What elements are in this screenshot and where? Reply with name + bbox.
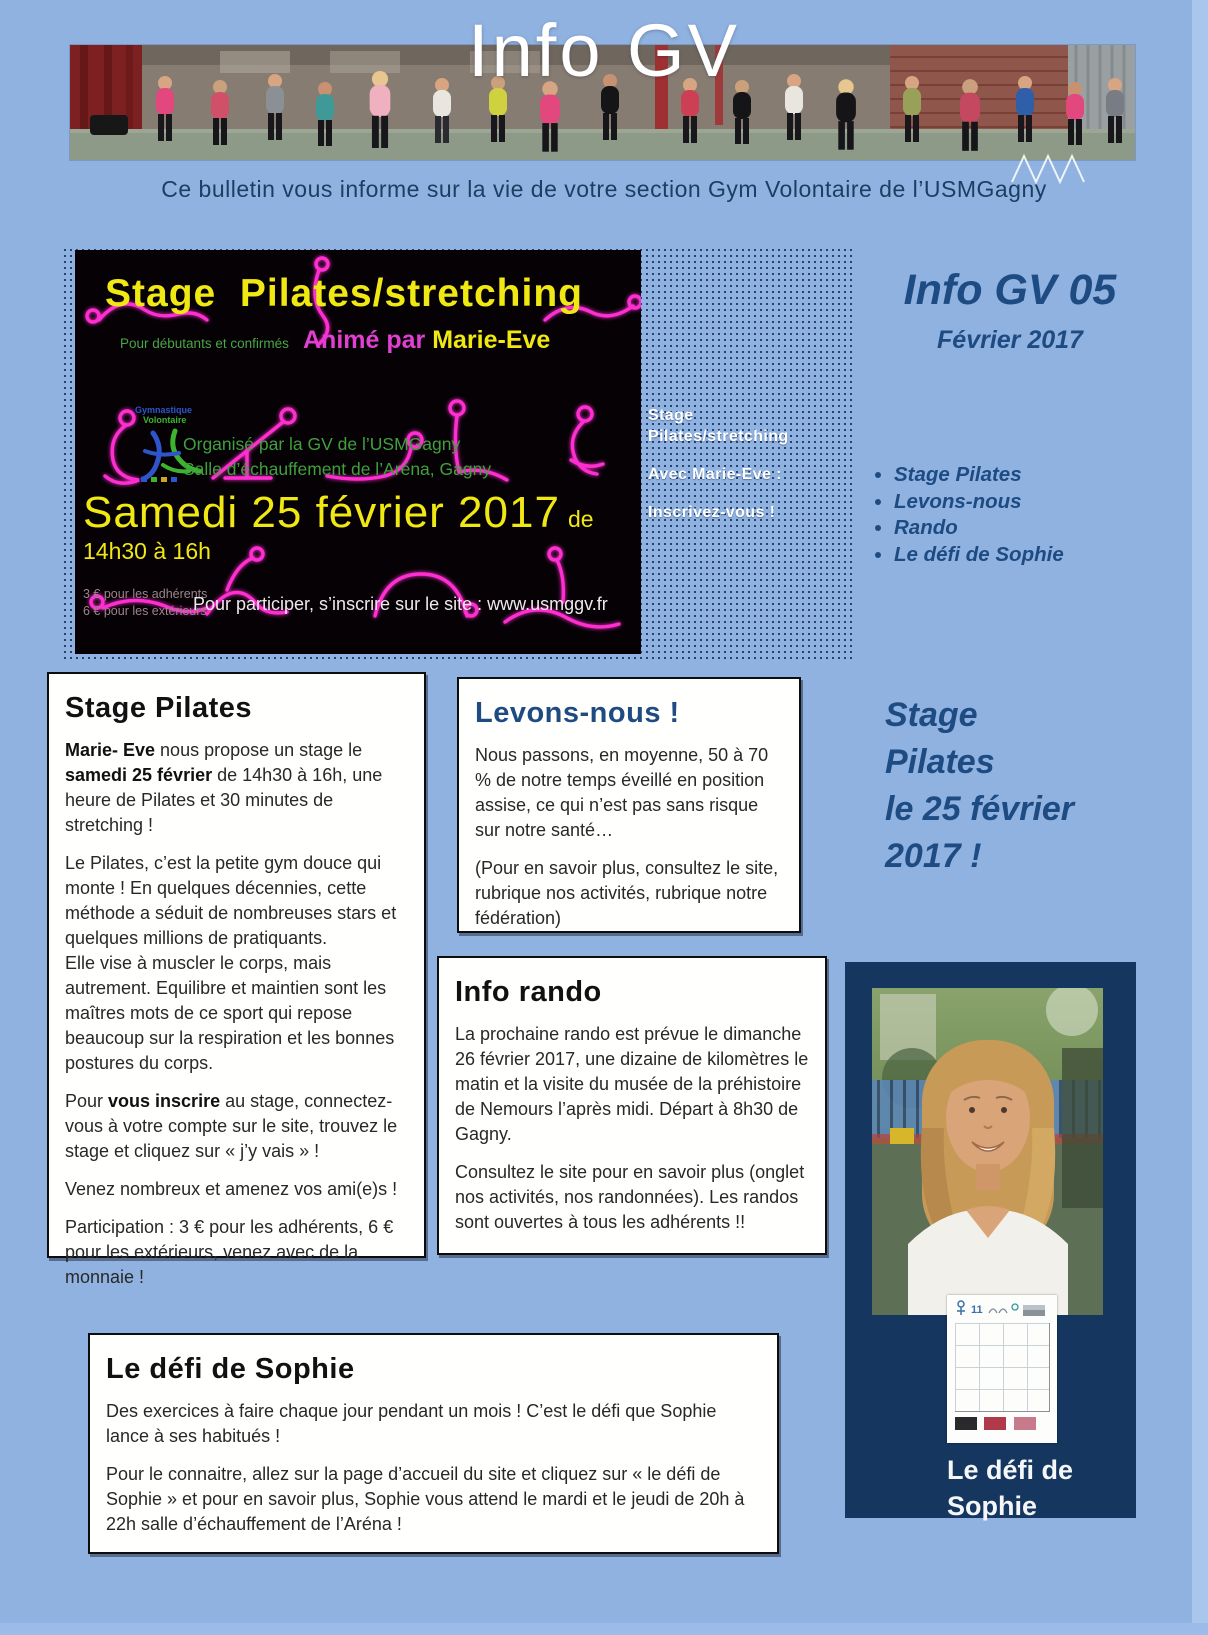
exercise-sheet-header [953, 1299, 1051, 1319]
sophie-portrait-photo [872, 988, 1103, 1315]
sheet-photo-3 [1014, 1417, 1036, 1430]
svg-text:11: 11 [971, 1304, 983, 1316]
side-callout-line3: Inscrivez-vous ! [648, 504, 776, 521]
poster-registration-line: Pour participer, s’inscrire sur le site : www.usmggv.fr [193, 594, 608, 614]
poster-animator-name: Marie-Eve [432, 326, 551, 354]
poster-side-callout [648, 405, 808, 523]
article-defi-sophie [88, 1333, 779, 1554]
paragraph: Des exercices à faire chaque jour pendant un mois ! C’est le défi que Sophie lance à ses habitués ! [106, 1401, 717, 1446]
table-of-contents [868, 462, 1158, 568]
announce-line: 2017 ! [885, 837, 982, 875]
poster-price-externals: 6 € pour les extérieurs [83, 604, 207, 618]
sophie-panel [845, 962, 1136, 1521]
poster-dotted-panel [62, 247, 853, 659]
toc-item-rando: • Rando [894, 515, 1158, 542]
paragraph: (Pour en savoir plus, consultez le site, rubrique nos activités, rubrique notre fédération) [475, 858, 779, 928]
page-edge-bottom [0, 1623, 1208, 1635]
poster-price-lines [83, 586, 207, 620]
poster-animator-prefix: Animé par [303, 326, 433, 354]
article-title: Levons-nous ! [475, 697, 680, 729]
poster-audience-line: Pour débutants et confirmés [120, 336, 289, 351]
sophie-caption-line2: Sophie [947, 1491, 1038, 1521]
newsletter-title: Info GV [468, 9, 740, 92]
issue-date: Février 2017 [937, 326, 1083, 354]
poster-animator-line [303, 326, 550, 355]
newsletter-subtitle: Ce bulletin vous informe sur la vie de votre section Gym Volontaire de l’USMGagny [161, 176, 1047, 202]
exercise-sheet-photos [955, 1417, 1049, 1433]
pilates-poster-image [75, 250, 641, 654]
issue-title: Info GV 05 [903, 266, 1117, 314]
paragraph: La prochaine rando est prévue le dimanche 26 février 2017, une dizaine de kilomètres le matin et la visite du musée de la préhistoire de Nemours l’après midi. Départ à 8h30 de Gagny. [455, 1024, 809, 1144]
article-title: Le défi de Sophie [106, 1353, 355, 1385]
paragraph: Le Pilates, c’est la petite gym douce qui monte ! En quelques décennies, cette méthode a séduit de nombreuses stars et quelques millions de pratiquants. [65, 853, 397, 948]
paragraph: Participation : 3 € pour les adhérents, 6 € pour les extérieurs, venez avec de la monnaie ! [65, 1217, 394, 1287]
gv-logo-word1: Gymnastique [135, 405, 193, 415]
article-levons-nous [457, 677, 801, 933]
article-stage-pilates [47, 672, 426, 1287]
side-callout-title: Stage Pilates/stretching [648, 407, 789, 445]
poster-title: Stage Pilates/stretching [105, 272, 583, 315]
sheet-photo-2 [984, 1417, 1006, 1430]
sophie-caption [947, 1452, 1117, 1524]
poster-organizer-lines [183, 432, 491, 482]
poster-organizer-line1: Organisé par la GV de l’USMGagny [183, 434, 461, 454]
exercise-sheet-table [955, 1323, 1050, 1412]
paragraph: Elle vise à muscler le corps, mais autrement. Equilibre et maintien sont les maîtres mots de ce sport qui repose beaucoup sur la respiration et les bonnes postures du corps. [65, 953, 395, 1073]
announce-line: le 25 février [885, 790, 1075, 828]
sophie-caption-line1: Le défi de [947, 1455, 1074, 1485]
paragraph: Consultez le site pour en savoir plus (onglet nos activités, nos randonnées). Les randos sont ouvertes à tous les adhérents !! [455, 1162, 805, 1232]
paragraph: Marie- Eve nous propose un stage le samedi 25 février de 14h30 à 16h, une heure de Pilates et 30 minutes de stretching ! [65, 740, 383, 835]
page-edge-right [1192, 0, 1208, 1635]
poster-date-main: Samedi 25 février 2017 [83, 488, 560, 537]
poster-price-members: 3 € pour les adhérents [83, 587, 208, 601]
article-title: Stage Pilates [65, 692, 253, 724]
gv-logo-word2: Volontaire [143, 415, 187, 425]
poster-date-time: de 14h30 à 16h [83, 506, 594, 564]
toc-item-stage-pilates: • Stage Pilates [894, 462, 1158, 489]
poster-date-line [83, 488, 639, 565]
paragraph: Venez nombreux et amenez vos ami(e)s ! [65, 1179, 398, 1199]
exercise-sheet-thumbnail [947, 1295, 1057, 1443]
poster-organizer-line2: Salle d’échauffement de l’Aréna, Gagny [183, 459, 492, 479]
toc-item-defi-sophie: • Le défi de Sophie [894, 542, 1158, 569]
paragraph: Nous passons, en moyenne, 50 à 70 % de notre temps éveillé en position assise, ce qui n’est pas sans risque sur notre santé… [475, 745, 769, 840]
sheet-photo-1 [955, 1417, 977, 1430]
side-callout-line2: Avec Marie-Eve : [648, 466, 782, 483]
announce-line: Stage [885, 696, 978, 734]
toc-item-levons-nous: • Levons-nous [894, 489, 1158, 516]
article-info-rando [437, 956, 827, 1255]
announce-line: Pilates [885, 743, 995, 781]
paragraph: Pour le connaitre, allez sur la page d’accueil du site et cliquez sur « le défi de Sophie » et pour en savoir plus, Sophie vous attend le mardi et le jeudi de 20h à 22h salle d’échauffement de l’Aréna ! [106, 1464, 745, 1534]
article-title: Info rando [455, 976, 602, 1008]
paragraph: Pour vous inscrire au stage, connectez-vous à votre compte sur le site, trouvez le stage et cliquez sur « j’y vais » ! [65, 1091, 398, 1161]
stage-announcement [885, 692, 1145, 880]
